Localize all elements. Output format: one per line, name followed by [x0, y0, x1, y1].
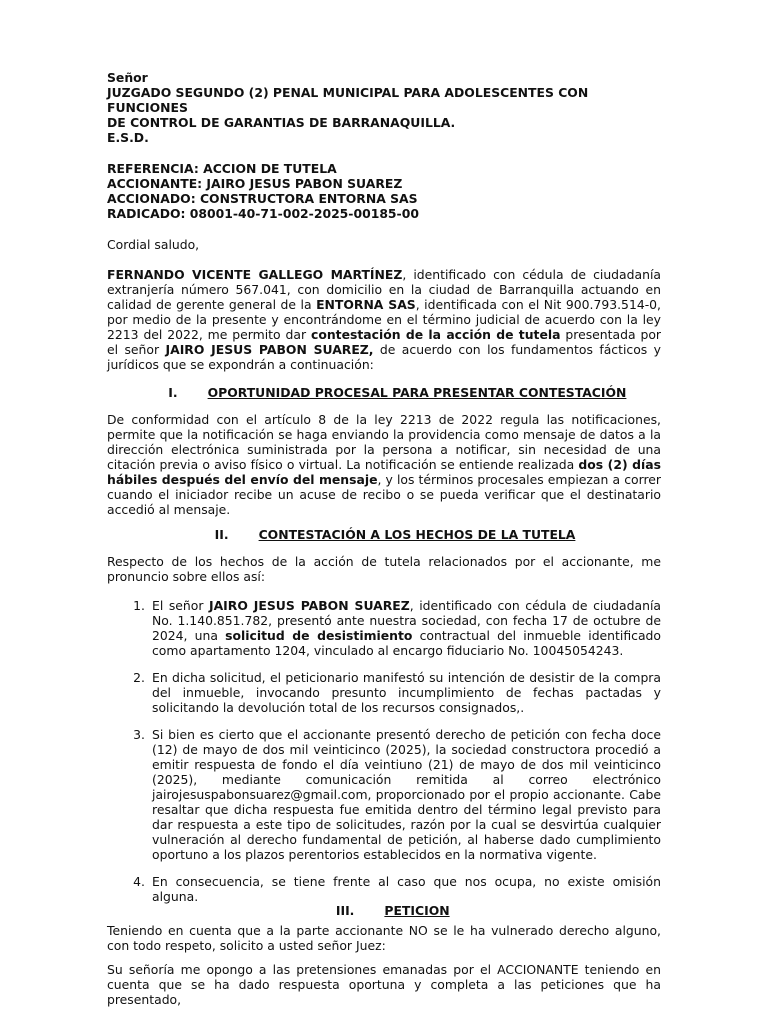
section-2-number: II.	[214, 527, 229, 542]
list-item	[107, 727, 661, 862]
section-2-heading	[107, 527, 661, 542]
reference-block	[107, 161, 661, 221]
court-name-line-1: JUZGADO SEGUNDO (2) PENAL MUNICIPAL PARA ADOLESCENTES CON FUNCIONES	[107, 85, 589, 115]
intro-text-3: presentada por el señor	[107, 327, 661, 357]
list-item-number: 2.	[133, 670, 145, 685]
intro-bold-plaintiff: JAIRO JESUS PABON SUAREZ,	[165, 342, 374, 357]
list-item-number: 4.	[133, 874, 145, 889]
section-3-number: III.	[335, 903, 355, 918]
list-item-text: En dicha solicitud, el peticionario manifestó su intención de desistir de la compra del inmueble, invocando presunto incumplimiento de fechas pactadas y solicitando la devolución total de los recursos consignados,.	[152, 670, 661, 715]
list-item	[107, 874, 661, 904]
item-1-bold-name: JAIRO JESUS PABON SUAREZ	[208, 598, 410, 613]
plaintiff-line: ACCIONANTE: JAIRO JESUS PABON SUAREZ	[107, 176, 403, 191]
intro-text-2: , identificada con el Nit 900.793.514-0, por medio de la presente y encontrándome en el término judicial de acuerdo con la ley 2213 del 2022, me permito dar	[107, 297, 661, 342]
item-1-text-3: contractual del inmueble identificado como apartamento 1204, vinculado al encargo fiduciario No. 10045054243.	[152, 628, 661, 658]
list-item-text	[152, 598, 661, 658]
list-item-text: En consecuencia, se tiene frente al caso que nos ocupa, no existe omisión alguna.	[152, 874, 661, 904]
greeting: Cordial saludo,	[107, 237, 200, 252]
addressee-salutation: Señor	[107, 70, 148, 85]
company-name: ENTORNA SAS	[316, 297, 416, 312]
reference-line: REFERENCIA: ACCION DE TUTELA	[107, 161, 337, 176]
section-2-title: CONTESTACIÓN A LOS HECHOS DE LA TUTELA	[258, 527, 576, 542]
defendant-line: ACCIONADO: CONSTRUCTORA ENTORNA SAS	[107, 191, 418, 206]
list-item	[107, 598, 661, 658]
intro-paragraph	[107, 267, 661, 372]
intro-text-4: de acuerdo con los fundamentos fácticos y jurídicos que se expondrán a continuación:	[107, 342, 661, 372]
item-1-text-1: El señor	[152, 598, 209, 613]
section-1-title: OPORTUNIDAD PROCESAL PARA PRESENTAR CONTESTACIÓN	[207, 385, 627, 400]
section-2-intro: Respecto de los hechos de la acción de tutela relacionados por el accionante, me pronuncio sobre ellos así:	[107, 554, 661, 584]
intro-bold-response: contestación de la acción de tutela	[310, 327, 561, 342]
section-1-bold: dos (2) días hábiles después del envío del mensaje	[107, 457, 661, 487]
filing-number-line: RADICADO: 08001-40-71-002-2025-00185-00	[107, 206, 419, 221]
item-1-bold-request: solicitud de desistimiento	[225, 628, 413, 643]
section-1-heading	[107, 385, 661, 400]
section-1-text-1: De conformidad con el artículo 8 de la ley 2213 de 2022 regula las notificaciones, permite que la notificación se haga enviando la providencia como mensaje de datos a la dirección electrónica suministrada por la persona a notificar, sin necesidad de una citación previa o aviso físico o virtual. La notificación se entiende realizada	[107, 412, 661, 472]
section-1-number: I.	[168, 385, 178, 400]
esd-line: E.S.D.	[107, 130, 149, 145]
addressee-block	[107, 70, 661, 145]
section-1-paragraph	[107, 412, 661, 517]
section-3-title: PETICION	[384, 903, 450, 918]
intro-text-1: , identificado con cédula de ciudadanía extranjería número 567.041, con domicilio en la ciudad de Barranquilla actuando en calidad de gerente general de la	[107, 267, 661, 312]
court-name-line-2: DE CONTROL DE GARANTIAS DE BARRANAQUILLA.	[107, 115, 456, 130]
list-item-text: Si bien es cierto que el accionante presentó derecho de petición con fecha doce (12) de mayo de dos mil veinticinco (2025), la sociedad constructora procedió a emitir respuesta de fondo el día veintiuno (21) de mayo de dos mil veinticinco (2025), mediante comunicación remitida al correo electrónico jairojesuspabonsuarez@gmail.com, proporcionado por el propio accionante. Cabe resaltar que dicha respuesta fue emitida dentro del término legal previsto para dar respuesta a este tipo de solicitudes, razón por la cual se desvirtúa cualquier vulneración al derecho fundamental de petición, al haberse dado cumplimiento oportuno a los plazos perentorios establecidos en la normativa vigente.	[152, 727, 661, 862]
list-item	[107, 670, 661, 715]
section-3-heading	[107, 903, 661, 918]
document-body	[107, 70, 661, 1007]
item-1-text-2: , identificado con cédula de ciudadanía No. 1.140.851.782, presentó ante nuestra sociedad, con fecha 17 de octubre de 2024, una	[152, 598, 661, 643]
petition-paragraph-1: Teniendo en cuenta que a la parte accionante NO se le ha vulnerado derecho alguno, con todo respeto, solicito a usted señor Juez:	[107, 923, 661, 953]
list-item-number: 1.	[133, 598, 145, 613]
list-item-number: 3.	[133, 727, 145, 742]
section-1-text-2: , y los términos procesales empiezan a correr cuando el iniciador recibe un acuse de recibo o se pueda verificar que el destinatario accedió al mensaje.	[107, 472, 661, 517]
sender-name: FERNANDO VICENTE GALLEGO MARTÍNEZ	[107, 267, 403, 282]
petition-paragraph-2: Su señoría me opongo a las pretensiones emanadas por el ACCIONANTE teniendo en cuenta que se ha dado respuesta oportuna y completa a las peticiones que ha presentado,	[107, 962, 661, 1007]
